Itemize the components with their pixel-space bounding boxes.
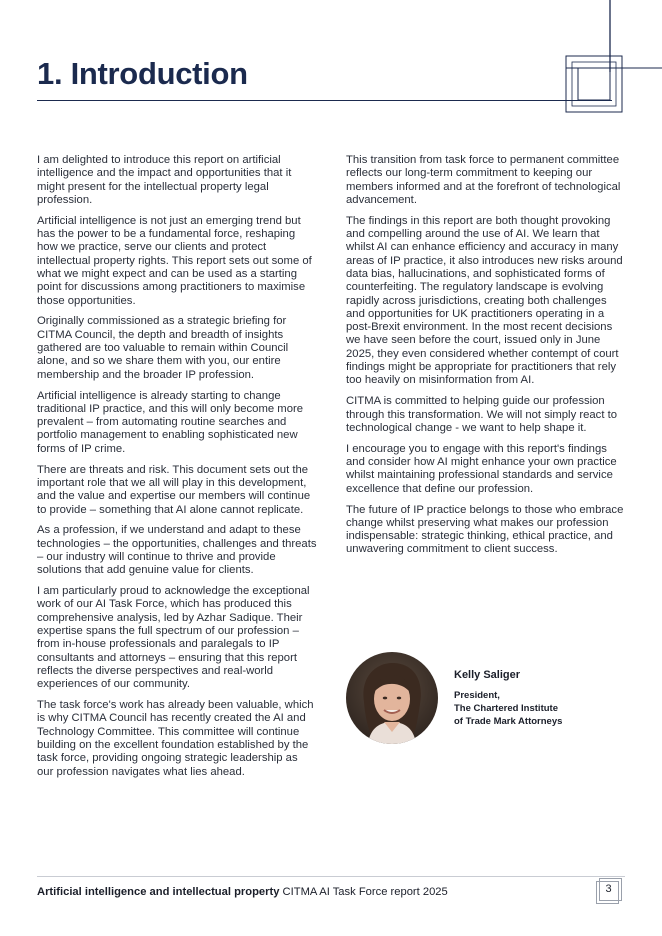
signature-block (346, 652, 636, 747)
portrait-illustration (346, 652, 438, 744)
footer-title-rest: CITMA AI Task Force report 2025 (279, 886, 448, 898)
footer-title (37, 886, 448, 898)
paragraph: Artificial intelligence is already starting to change traditional IP practice, and this will only become more prevalent – from automating routine searches and portfolio management to enabling sophisticated new forms of IP crime. (37, 389, 304, 455)
paragraph: CITMA is committed to helping guide our profession through this transformation. We will not simply react to technological change - we want to help shape it. (346, 395, 618, 434)
paragraph: I am delighted to introduce this report on artificial intelligence and the impact and opportunities that it might present for the intellectual property legal profession. (37, 154, 292, 206)
paragraph: Originally commissioned as a strategic briefing for CITMA Council, the depth and breadth of insights gathered are too valuable to remain within Council alone, and so we share them with you, our entire membership and the broader IP profession. (37, 315, 289, 381)
signatory-role (454, 689, 562, 728)
paragraph: The task force's work has already been valuable, which is why CITMA Council has recently created the AI and Technology Committee. This committee will continue building on the excellent foundation established by the task force, providing ongoing strategic leadership as our profession navigates what lies ahead. (37, 699, 314, 778)
paragraph: There are threats and risk. This document sets out the important role that we all will play in this development, and the value and expertise our members will continue to provide – something that AI alone cannot replicate. (37, 463, 311, 516)
page-number: 3 (605, 883, 612, 895)
role-line: President, (454, 690, 500, 701)
footer-title-bold: Artificial intelligence and intellectual property (37, 886, 280, 898)
paragraph: I encourage you to engage with this report's findings and consider how AI might enhance your own practice whilst maintaining professional standards and service excellence that define our profession. (346, 442, 617, 495)
paragraph: Artificial intelligence is not just an emerging trend but has the power to be a fundamental force, reshaping how we practice, serve our clients and protect intellectual property rights. This report sets out some of what we might expect and can be used as a starting point for discussions among practitioners to maximise those opportunities. (37, 214, 312, 307)
paragraph: This transition from task force to permanent committee reflects our long-term commitment to keeping our members informed and at the forefront of technological advancement. (346, 154, 621, 206)
signatory-name: Kelly Saliger (454, 669, 521, 681)
paragraph: The findings in this report are both thought provoking and compelling around the use of AI. We learn that whilst AI can enhance efficiency and accuracy in many areas of IP practice, it also introduces new risks around data bias, hallucinations, and sophisticated forms of counterfeiting. The regulatory landscape is evolving rapidly across jurisdictions, creating both challenges and opportunities for UK practitioners operating in a post-Brexit environment. In the most recent decisions we have seen before the court, issued only in June 2025, they even considered whether contempt of court findings might be appropriate for practitioners that rely too heavily on misinformation from AI. (346, 214, 623, 387)
role-line: of Trade Mark Attorneys (454, 716, 563, 727)
title-divider (37, 100, 612, 101)
right-column (346, 154, 628, 564)
portrait-photo (346, 652, 438, 744)
page-title: 1. Introduction (37, 56, 248, 91)
role-line: The Chartered Institute (454, 703, 558, 714)
left-column (37, 154, 317, 787)
paragraph: As a profession, if we understand and adapt to these technologies – the opportunities, challenges and threats – our industry will continue to thrive and provide solutions that add genuine value for clients. (37, 524, 317, 577)
footer-divider (37, 876, 625, 877)
paragraph: The future of IP practice belongs to those who embrace change whilst preserving what makes our profession indispensable: strategic thinking, ethical practice, and unwavering commitment to client success. (346, 503, 624, 556)
paragraph: I am particularly proud to acknowledge the exceptional work of our AI Task Force, which has produced this comprehensive analysis, led by Azhar Sadique. Their expertise spans the full spectrum of our profession – from in-house professionals and paralegals to IP consultants and attorneys – ensuring that this report reflects the diverse perspectives and real-world experiences of our community. (37, 585, 310, 691)
